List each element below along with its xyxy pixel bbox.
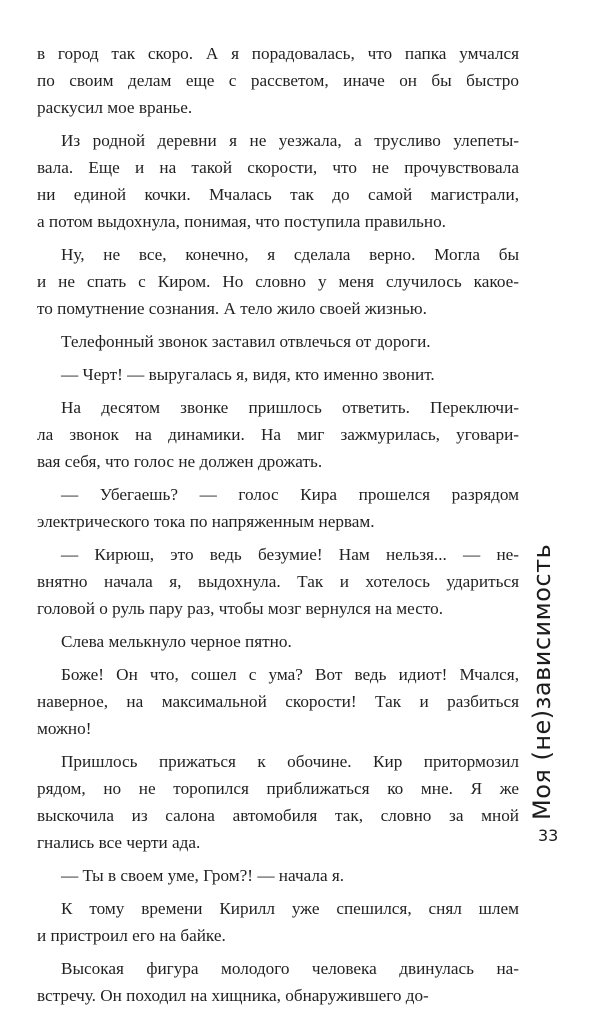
text-line: внятно начала я, выдохнула. Так и хотелось удариться bbox=[37, 572, 519, 591]
text-line: На десятом звонке пришлось ответить. Переключи- bbox=[61, 398, 519, 417]
paragraph bbox=[37, 955, 519, 1009]
paragraph bbox=[37, 394, 519, 475]
text-line: вая себя, что голос не должен дрожать. bbox=[37, 452, 323, 471]
text-line: — Кирюш, это ведь безумие! Нам нельзя... — не- bbox=[61, 545, 519, 564]
text-line: Пришлось прижаться к обочине. Кир притормозил bbox=[61, 752, 519, 771]
text-line: Телефонный звонок заставил отвлечься от дороги. bbox=[61, 332, 431, 351]
text-line: то помутнение сознания. А тело жило своей жизнью. bbox=[37, 299, 427, 318]
text-line: можно! bbox=[37, 719, 92, 738]
paragraph bbox=[37, 328, 519, 355]
text-line: головой о руль пару раз, чтобы мозг вернулся на место. bbox=[37, 599, 444, 618]
paragraph bbox=[37, 541, 519, 622]
text-line: Слева мелькнуло черное пятно. bbox=[61, 632, 292, 651]
body-text bbox=[37, 40, 519, 1009]
text-line: К тому времени Кирилл уже спешился, снял шлем bbox=[61, 899, 519, 918]
text-line: Высокая фигура молодого человека двинулась на- bbox=[61, 959, 519, 978]
text-line: и не спать с Киром. Но словно у меня случилось какое- bbox=[37, 272, 519, 291]
paragraph bbox=[37, 748, 519, 856]
paragraph bbox=[37, 241, 519, 322]
paragraph bbox=[37, 481, 519, 535]
paragraph bbox=[37, 361, 519, 388]
text-line: гнались все черти ада. bbox=[37, 833, 201, 852]
text-line: — Убегаешь? — голос Кира прошелся разрядом bbox=[61, 485, 519, 504]
text-line: раскусил мое вранье. bbox=[37, 98, 193, 117]
text-line: выскочила из салона автомобиля так, словно за мной bbox=[37, 806, 519, 825]
text-line: Боже! Он что, сошел с ума? Вот ведь идиот! Мчался, bbox=[61, 665, 519, 684]
text-line: — Черт! — выругалась я, видя, кто именно звонит. bbox=[61, 365, 435, 384]
paragraph bbox=[37, 127, 519, 235]
page-number: 33 bbox=[538, 826, 559, 845]
text-line: электрического тока по напряженным нервам. bbox=[37, 512, 375, 531]
text-line: ни единой кочки. Мчалась так до самой магистрали, bbox=[37, 185, 519, 204]
paragraph bbox=[37, 628, 519, 655]
text-line: и пристроил его на байке. bbox=[37, 926, 226, 945]
text-line: Ну, не все, конечно, я сделала верно. Могла бы bbox=[61, 245, 519, 264]
text-line: наверное, на максимальной скорости! Так и разбиться bbox=[37, 692, 519, 711]
running-title: Моя (не)зависимость bbox=[528, 543, 556, 820]
text-line: рядом, но не торопился приближаться ко мне. Я же bbox=[37, 779, 519, 798]
text-line: в город так скоро. А я порадовалась, что папка умчался bbox=[37, 44, 519, 63]
paragraph bbox=[37, 895, 519, 949]
paragraph bbox=[37, 661, 519, 742]
paragraph bbox=[37, 862, 519, 889]
text-line: Из родной деревни я не уезжала, а трусливо улепеты- bbox=[61, 131, 519, 150]
text-line: по своим делам еще с рассветом, иначе он бы быстро bbox=[37, 71, 519, 90]
paragraph bbox=[37, 40, 519, 121]
text-line: а потом выдохнула, понимая, что поступила правильно. bbox=[37, 212, 446, 231]
text-line: ла звонок на динамики. На миг зажмурилась, уговари- bbox=[37, 425, 519, 444]
text-line: — Ты в своем уме, Гром?! — начала я. bbox=[61, 866, 345, 885]
text-line: встречу. Он походил на хищника, обнаружившего до- bbox=[37, 986, 429, 1005]
text-line: вала. Еще и на такой скорости, что не прочувствовала bbox=[37, 158, 519, 177]
